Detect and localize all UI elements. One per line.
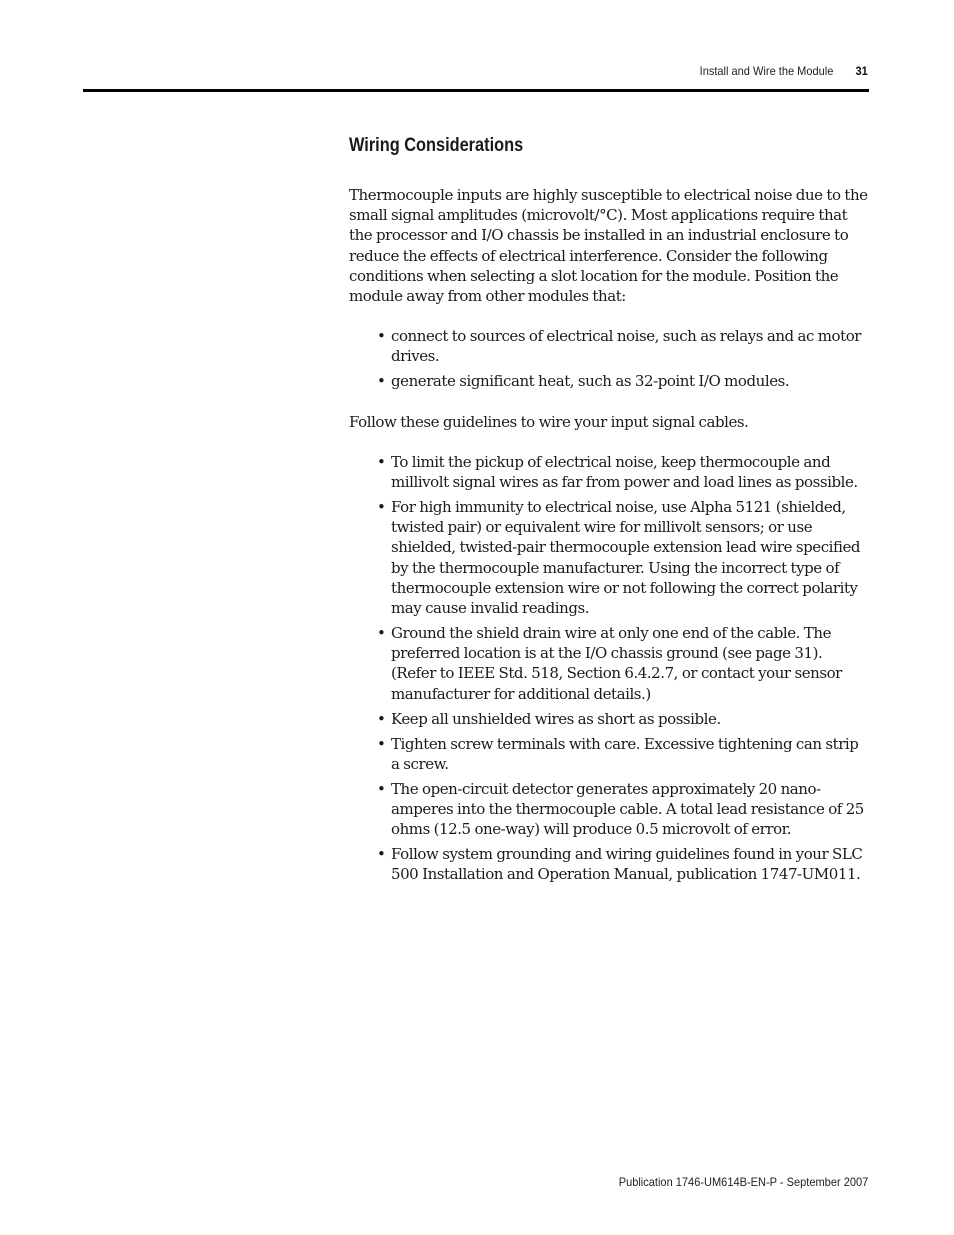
section-title: Wiring Considerations bbox=[349, 135, 524, 156]
list-item-text: Tighten screw terminals with care. Excessive tightening can strip a screw. bbox=[391, 734, 859, 773]
bullet-icon: • bbox=[377, 734, 386, 753]
list-item bbox=[349, 452, 869, 492]
intro-paragraph: Thermocouple inputs are highly susceptible to electrical noise due to the small signal amplitudes (microvolt/°C). Most applications require that the processor and I/O chassis be installed in an industrial enclosure to reduce the effects of electrical interference. Consider the following conditions when selecting a slot location for the module. Position the module away from other modules that: bbox=[349, 186, 868, 306]
list-item-text: connect to sources of electrical noise, such as relays and ac motor drives. bbox=[391, 327, 862, 366]
list-item bbox=[349, 326, 869, 366]
guideline-bullet-list bbox=[349, 452, 869, 885]
list-item-text: Keep all unshielded wires as short as possible. bbox=[391, 709, 721, 728]
bullet-icon: • bbox=[377, 498, 386, 517]
header-section-title: Install and Wire the Module bbox=[699, 64, 834, 78]
main-content bbox=[349, 130, 869, 889]
list-item bbox=[349, 779, 869, 840]
header-rule bbox=[83, 89, 869, 92]
list-item bbox=[349, 371, 869, 391]
publication-footer: Publication 1746-UM614B-EN-P - September 2007 bbox=[618, 1175, 868, 1189]
list-item-text: The open-circuit detector generates approximately 20 nano-amperes into the thermocouple cable. A total lead resistance of 25 ohms (12.5 one-way) will produce 0.5 microvolt of error. bbox=[391, 779, 864, 839]
list-item-text: For high immunity to electrical noise, use Alpha 5121 (shielded, twisted pair) or equivalent wire for millivolt sensors; or use shielded, twisted-pair thermocouple extension lead wire specified by the thermocouple manufacturer. Using the incorrect type of thermocouple extension wire or not following the correct polarity may cause invalid readings. bbox=[391, 498, 861, 618]
list-item bbox=[349, 497, 869, 618]
bullet-icon: • bbox=[377, 327, 386, 346]
placement-bullet-list bbox=[349, 326, 869, 391]
list-item-text: Ground the shield drain wire at only one end of the cable. The preferred location is at the I/O chassis ground (see page 31). (Refer to IEEE Std. 518, Section 6.4.2.7, or contact your sensor manufacturer for additional details.) bbox=[391, 624, 842, 703]
list-item bbox=[349, 623, 869, 704]
list-item bbox=[349, 844, 869, 884]
bullet-icon: • bbox=[377, 452, 386, 471]
bullet-icon: • bbox=[377, 845, 386, 864]
list-item bbox=[349, 734, 869, 774]
bullet-icon: • bbox=[377, 372, 386, 391]
running-header bbox=[700, 64, 868, 78]
guidelines-intro: Follow these guidelines to wire your input signal cables. bbox=[349, 412, 749, 431]
bullet-icon: • bbox=[377, 779, 386, 798]
list-item-text: Follow system grounding and wiring guidelines found in your SLC 500 Installation and Operation Manual, publication 1747-UM011. bbox=[391, 845, 863, 884]
list-item-text: generate significant heat, such as 32-point I/O modules. bbox=[391, 372, 790, 391]
bullet-icon: • bbox=[377, 624, 386, 643]
list-item bbox=[349, 709, 869, 729]
list-item-text: To limit the pickup of electrical noise, keep thermocouple and millivolt signal wires as far from power and load lines as possible. bbox=[391, 452, 858, 492]
bullet-icon: • bbox=[377, 709, 386, 728]
page-number: 31 bbox=[855, 64, 868, 78]
